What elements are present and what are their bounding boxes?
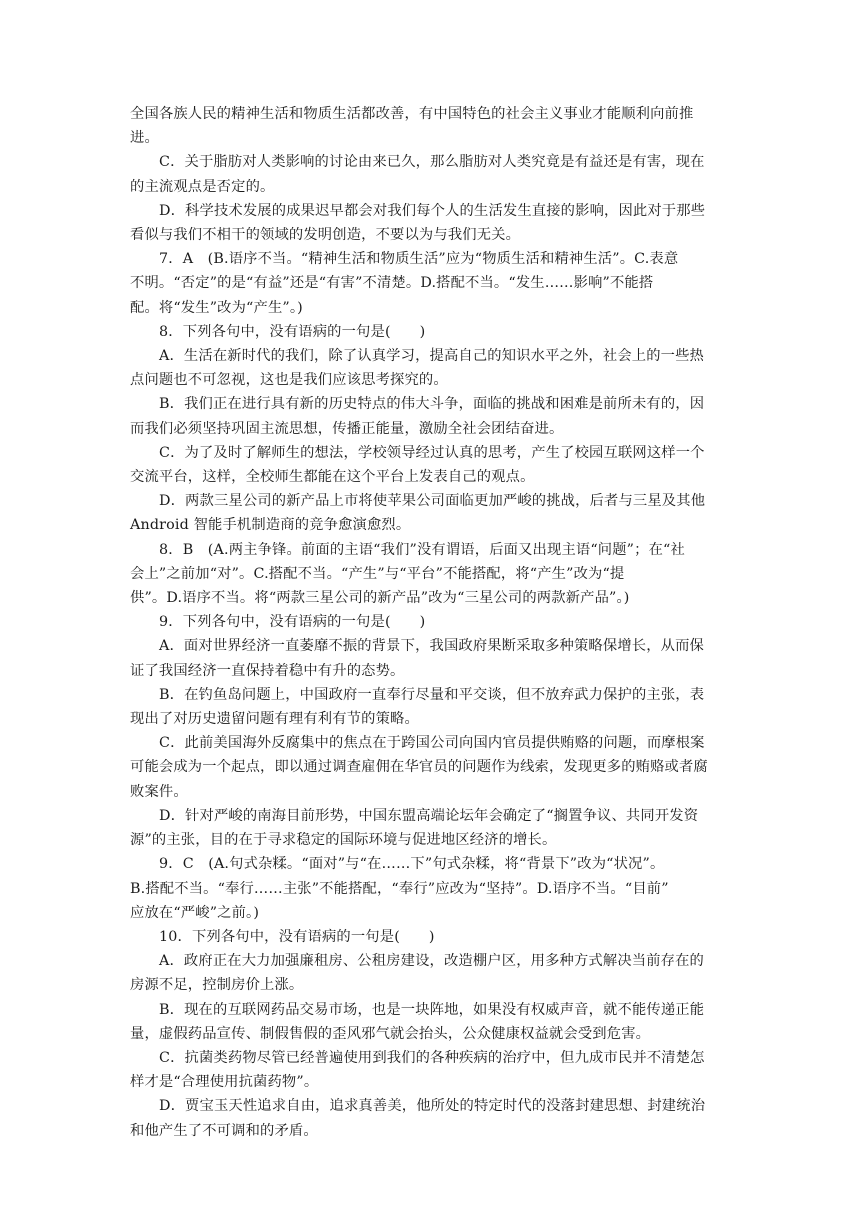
text-line: C．为了及时了解师生的想法，学校领导经过认真的思考，产生了校园互联网这样一个 <box>159 444 705 461</box>
text-line: 样才是“合理使用抗菌药物”。 <box>130 1074 319 1091</box>
text-line: Android 智能手机制造商的竞争愈演愈烈。 <box>130 517 411 534</box>
text-line: D．两款三星公司的新产品上市将使苹果公司面临更加严峻的挑战，后者与三星及其他 <box>159 493 706 510</box>
text-line: 不明。“否定”的是“有益”还是“有害”不清楚。D.搭配不当。“发生……影响”不能搭 <box>130 275 654 292</box>
text-line: 房源不足，控制房价上涨。 <box>130 977 304 994</box>
text-line: B．我们正在进行具有新的历史特点的伟大斗争，面临的挑战和困难是前所未有的，因 <box>159 396 705 413</box>
text-line: 7．A (B.语序不当。“精神生活和物质生活”应为“物质生活和精神生活”。C.表意 <box>159 251 679 268</box>
text-line: 交流平台，这样，全校师生都能在这个平台上发表自己的观点。 <box>130 469 535 486</box>
text-line: 9．C (A.句式杂糅。“面对”与“在……下”句式杂糅，将“背景下”改为“状况”。 <box>159 856 665 873</box>
text-line: 8．B (A.两主争锋。前面的主语“我们”没有谓语，后面又出现主语“问题”；在“社 <box>159 541 685 558</box>
text-line: 供”。D.语序不当。将“两款三星公司的新产品”改为“三星公司的两款新产品”。) <box>130 590 630 607</box>
text-line: D．针对严峻的南海目前形势，中国东盟高端论坛年会确定了“搁置争议、共同开发资 <box>159 807 699 824</box>
text-line: 源”的主张，目的在于寻求稳定的国际环境与促进地区经济的增长。 <box>130 832 557 849</box>
text-line: 会上”之前加“对”。C.搭配不当。“产生”与“平台”不能搭配，将“产生”改为“提 <box>130 565 625 582</box>
text-line: A．面对世界经济一直萎靡不振的背景下，我国政府果断采取多种策略保增长，从而保 <box>159 638 705 655</box>
text-line: 全国各族人民的精神生活和物质生活都改善，有中国特色的社会主义事业才能顺利向前推 <box>130 106 694 122</box>
text-line: A．生活在新时代的我们，除了认真学习，提高自己的知识水平之外，社会上的一些热 <box>159 348 705 365</box>
text-line: C．关于脂肪对人类影响的讨论由来已久，那么脂肪对人类究竟是有益还是有害，现在 <box>159 154 705 171</box>
text-line: B.搭配不当。“奉行……主张”不能搭配，“奉行”应改为“坚持”。D.语序不当。“目前” <box>130 880 669 897</box>
text-line: B．现在的互联网药品交易市场，也是一块阵地，如果没有权威声音，就不能传递正能 <box>159 1001 705 1018</box>
text-line: 应放在“严峻”之前。) <box>130 904 260 921</box>
text-line: 点问题也不可忽视，这也是我们应该思考探究的。 <box>130 372 448 389</box>
text-line: 而我们必须坚持巩固主流思想，传播正能量，激励全社会团结奋进。 <box>130 420 564 437</box>
text-line: C．此前美国海外反腐集中的焦点在于跨国公司向国内官员提供贿赂的问题，而摩根案 <box>159 735 705 752</box>
text-line: 量，虚假药品宣传、制假售假的歪风邪气就会抬头，公众健康权益就会受到危害。 <box>130 1025 651 1042</box>
text-line: 10．下列各句中，没有语病的一句是( ) <box>159 928 435 945</box>
text-line: 和他产生了不可调和的矛盾。 <box>130 1122 318 1139</box>
document-body <box>130 102 742 1143</box>
text-line: C．抗菌类药物尽管已经普遍使用到我们的各种疾病的治疗中，但九成市民并不清楚怎 <box>159 1049 705 1066</box>
text-line: B．在钓鱼岛问题上，中国政府一直奉行尽量和平交谈，但不放弃武力保护的主张，表 <box>159 686 705 703</box>
text-line: 败案件。 <box>130 783 188 800</box>
text-line: D．科学技术发展的成果迟早都会对我们每个人的生活发生直接的影响，因此对于那些 <box>159 202 706 219</box>
text-line: 看似与我们不相干的领域的发明创造，不要以为与我们无关。 <box>130 227 521 244</box>
text-line: 进。 <box>130 130 159 147</box>
text-line: 8．下列各句中，没有语病的一句是( ) <box>159 323 426 340</box>
text-line: 可能会成为一个起点，即以通过调查雇佣在华官员的问题作为线索，发现更多的贿赂或者腐 <box>130 759 708 776</box>
text-line: A．政府正在大力加强廉租房、公租房建设，改造棚户区，用多种方式解决当前存在的 <box>159 953 705 970</box>
text-line: D．贾宝玉天性追求自由，追求真善美，他所处的特定时代的没落封建思想、封建统治 <box>159 1098 706 1115</box>
text-line: 的主流观点是否定的。 <box>130 178 275 195</box>
text-line: 证了我国经济一直保持着稳中有升的态势。 <box>130 662 405 679</box>
text-line: 配。将“发生”改为“产生”。) <box>130 299 303 316</box>
text-line: 9．下列各句中，没有语病的一句是( ) <box>159 614 426 631</box>
text-line: 现出了对历史遗留问题有理有利有节的策略。 <box>130 711 419 728</box>
